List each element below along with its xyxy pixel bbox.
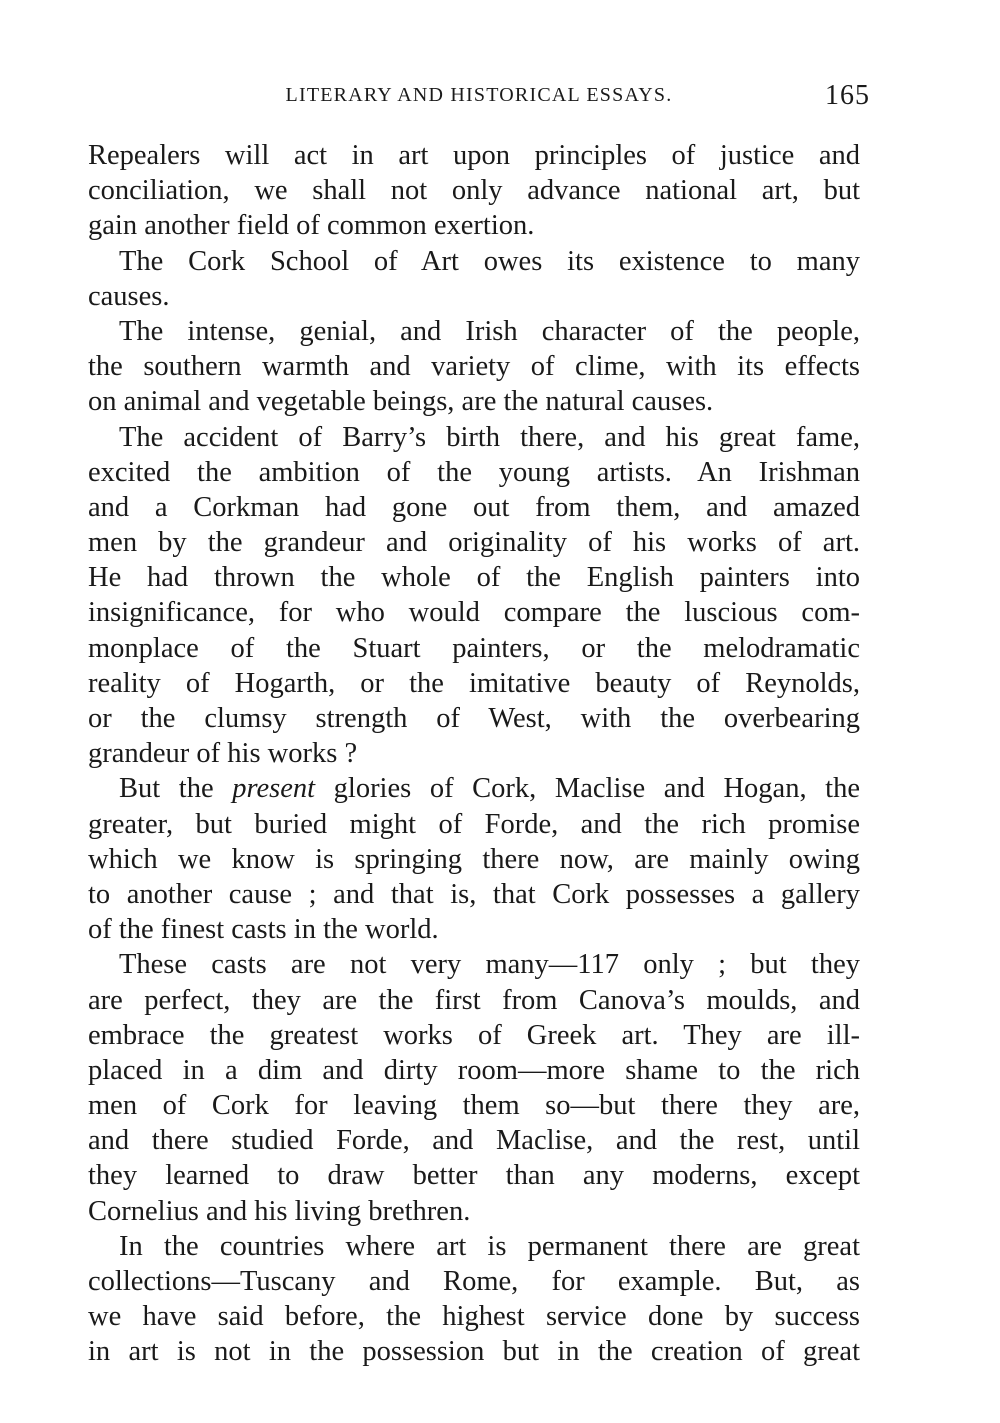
text-line: He had thrown the whole of the English painters into xyxy=(88,562,860,594)
text-line: conciliation, we shall not only advance national art, but xyxy=(88,175,860,207)
text-line: and a Corkman had gone out from them, and amazed xyxy=(88,491,860,523)
text-line: reality of Hogarth, or the imitative beauty of Reynolds, xyxy=(88,667,860,699)
text-line: excited the ambition of the young artists. An Irishman xyxy=(88,456,860,488)
paragraph xyxy=(88,314,860,420)
paragraph xyxy=(88,420,860,772)
text-line: collections—Tuscany and Rome, for example. But, as xyxy=(88,1266,860,1297)
text-line: on animal and vegetable beings, are the natural causes. xyxy=(88,386,714,418)
text-line: These casts are not very many—117 only ; but they xyxy=(119,949,860,981)
emphasized-word: present xyxy=(232,773,316,805)
page-number: 165 xyxy=(825,80,870,111)
paragraph xyxy=(88,1229,860,1370)
text-line: are perfect, they are the first from Canova’s moulds, and xyxy=(88,984,860,1016)
text-line: placed in a dim and dirty room—more shame to the rich xyxy=(88,1054,860,1086)
text-line: Repealers will act in art upon principles of justice and xyxy=(88,140,860,171)
text-line: greater, but buried might of Forde, and the rich promise xyxy=(88,808,860,840)
running-header xyxy=(88,82,870,112)
text-line: The Cork School of Art owes its existence to many xyxy=(119,245,860,277)
text-line: embrace the greatest works of Greek art. They are ill- xyxy=(88,1019,860,1051)
running-title: LITERARY AND HISTORICAL ESSAYS. xyxy=(285,84,673,106)
text-line: gain another field of common exertion. xyxy=(88,210,535,242)
text-line: or the clumsy strength of West, with the overbearing xyxy=(88,703,860,734)
text-fragment: But the xyxy=(119,773,233,805)
text-line: The accident of Barry’s birth there, and his great fame, xyxy=(119,421,860,453)
text-line: Cornelius and his living brethren. xyxy=(88,1195,471,1227)
text-line: of the finest casts in the world. xyxy=(88,914,439,946)
text-line-with-emphasis xyxy=(88,771,860,806)
text-line: In the countries where art is permanent there are great xyxy=(119,1230,860,1262)
text-line: insignificance, for who would compare the luscious com- xyxy=(88,597,860,629)
text-line: and there studied Forde, and Maclise, and the rest, until xyxy=(88,1125,860,1157)
paragraph xyxy=(88,138,860,244)
text-line: in art is not in the possession but in the creation of great xyxy=(88,1336,860,1368)
text-line: they learned to draw better than any moderns, except xyxy=(88,1160,860,1192)
text-line: causes. xyxy=(88,280,170,312)
text-line: we have said before, the highest service done by success xyxy=(88,1301,860,1333)
paragraph xyxy=(88,244,860,314)
text-line: monplace of the Stuart painters, or the melodramatic xyxy=(88,632,860,664)
text-line: The intense, genial, and Irish character of the people, xyxy=(119,315,860,347)
text-line: grandeur of his works ? xyxy=(88,738,358,770)
text-line: the southern warmth and variety of clime, with its effects xyxy=(88,351,860,383)
text-fragment: glories of Cork, Maclise and Hogan, the xyxy=(315,773,860,805)
paragraph xyxy=(88,771,860,947)
text-line: men of Cork for leaving them so—but there they are, xyxy=(88,1090,860,1122)
paragraph xyxy=(88,947,860,1229)
text-line: men by the grandeur and originality of his works of art. xyxy=(88,527,860,559)
body-text xyxy=(88,138,860,1370)
text-line: which we know is springing there now, are mainly owing xyxy=(88,843,860,875)
text-line: to another cause ; and that is, that Cork possesses a gallery xyxy=(88,878,860,910)
